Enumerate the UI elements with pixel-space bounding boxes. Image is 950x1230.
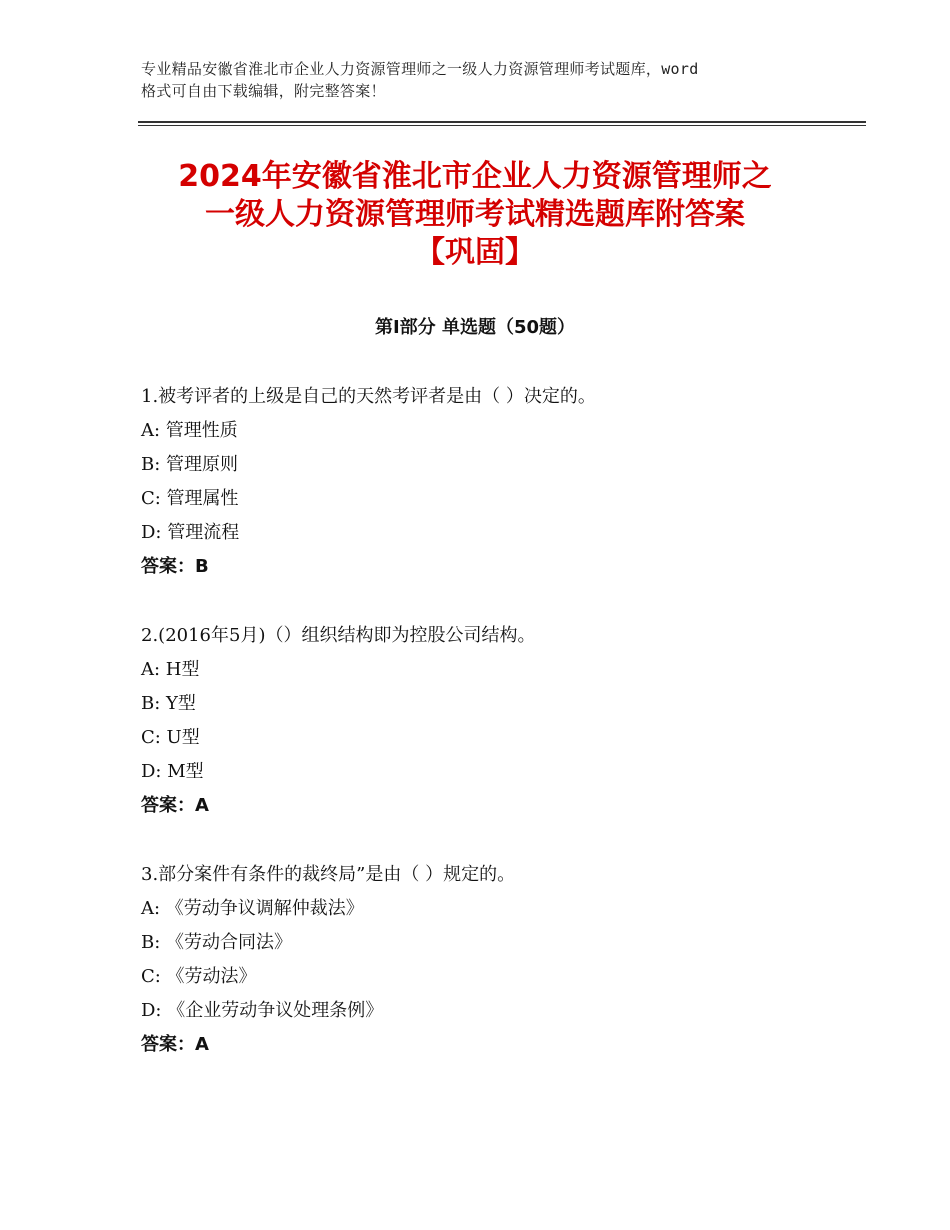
question-stem: 3.部分案件有条件的裁终局”是由（ ）规定的。	[141, 864, 516, 885]
answer: 答案：A	[141, 1034, 209, 1055]
answer: 答案：A	[141, 795, 209, 816]
option-d: D: 管理流程	[141, 522, 240, 543]
answer: 答案：B	[141, 556, 209, 577]
section-title: 第Ⅰ部分 单选题（50题）	[374, 317, 575, 338]
question-1	[141, 380, 861, 584]
title-line-3: 【巩固】	[415, 235, 535, 270]
question-stem: 2.(2016年5月)（）组织结构即为控股公司结构。	[141, 625, 536, 646]
option-c: C: 《劳动法》	[141, 966, 257, 987]
option-b: B: Y型	[141, 693, 196, 714]
option-c: C: 管理属性	[141, 488, 239, 509]
option-a: A: 《劳动争议调解仲裁法》	[141, 898, 364, 919]
title-line-1: 2024年安徽省淮北市企业人力资源管理师之	[178, 159, 772, 194]
header-note	[141, 58, 841, 102]
question-2	[141, 619, 861, 823]
header-divider-thick	[138, 121, 866, 123]
option-a: A: 管理性质	[141, 420, 238, 441]
question-3	[141, 858, 861, 1062]
header-note-line-2: 格式可自由下载编辑，附完整答案！	[141, 82, 386, 100]
option-c: C: U型	[141, 727, 200, 748]
option-d: D: 《企业劳动争议处理条例》	[141, 1000, 384, 1021]
document-title	[100, 158, 850, 272]
option-b: B: 《劳动合同法》	[141, 932, 293, 953]
option-d: D: M型	[141, 761, 204, 782]
header-divider-thin	[138, 125, 866, 126]
question-stem: 1.被考评者的上级是自己的天然考评者是由（ ）决定的。	[141, 386, 596, 407]
title-line-2: 一级人力资源管理师考试精选题库附答案	[205, 197, 745, 232]
option-a: A: H型	[141, 659, 200, 680]
option-b: B: 管理原则	[141, 454, 239, 475]
header-note-line-1: 专业精品安徽省淮北市企业人力资源管理师之一级人力资源管理师考试题库，word	[141, 60, 699, 78]
